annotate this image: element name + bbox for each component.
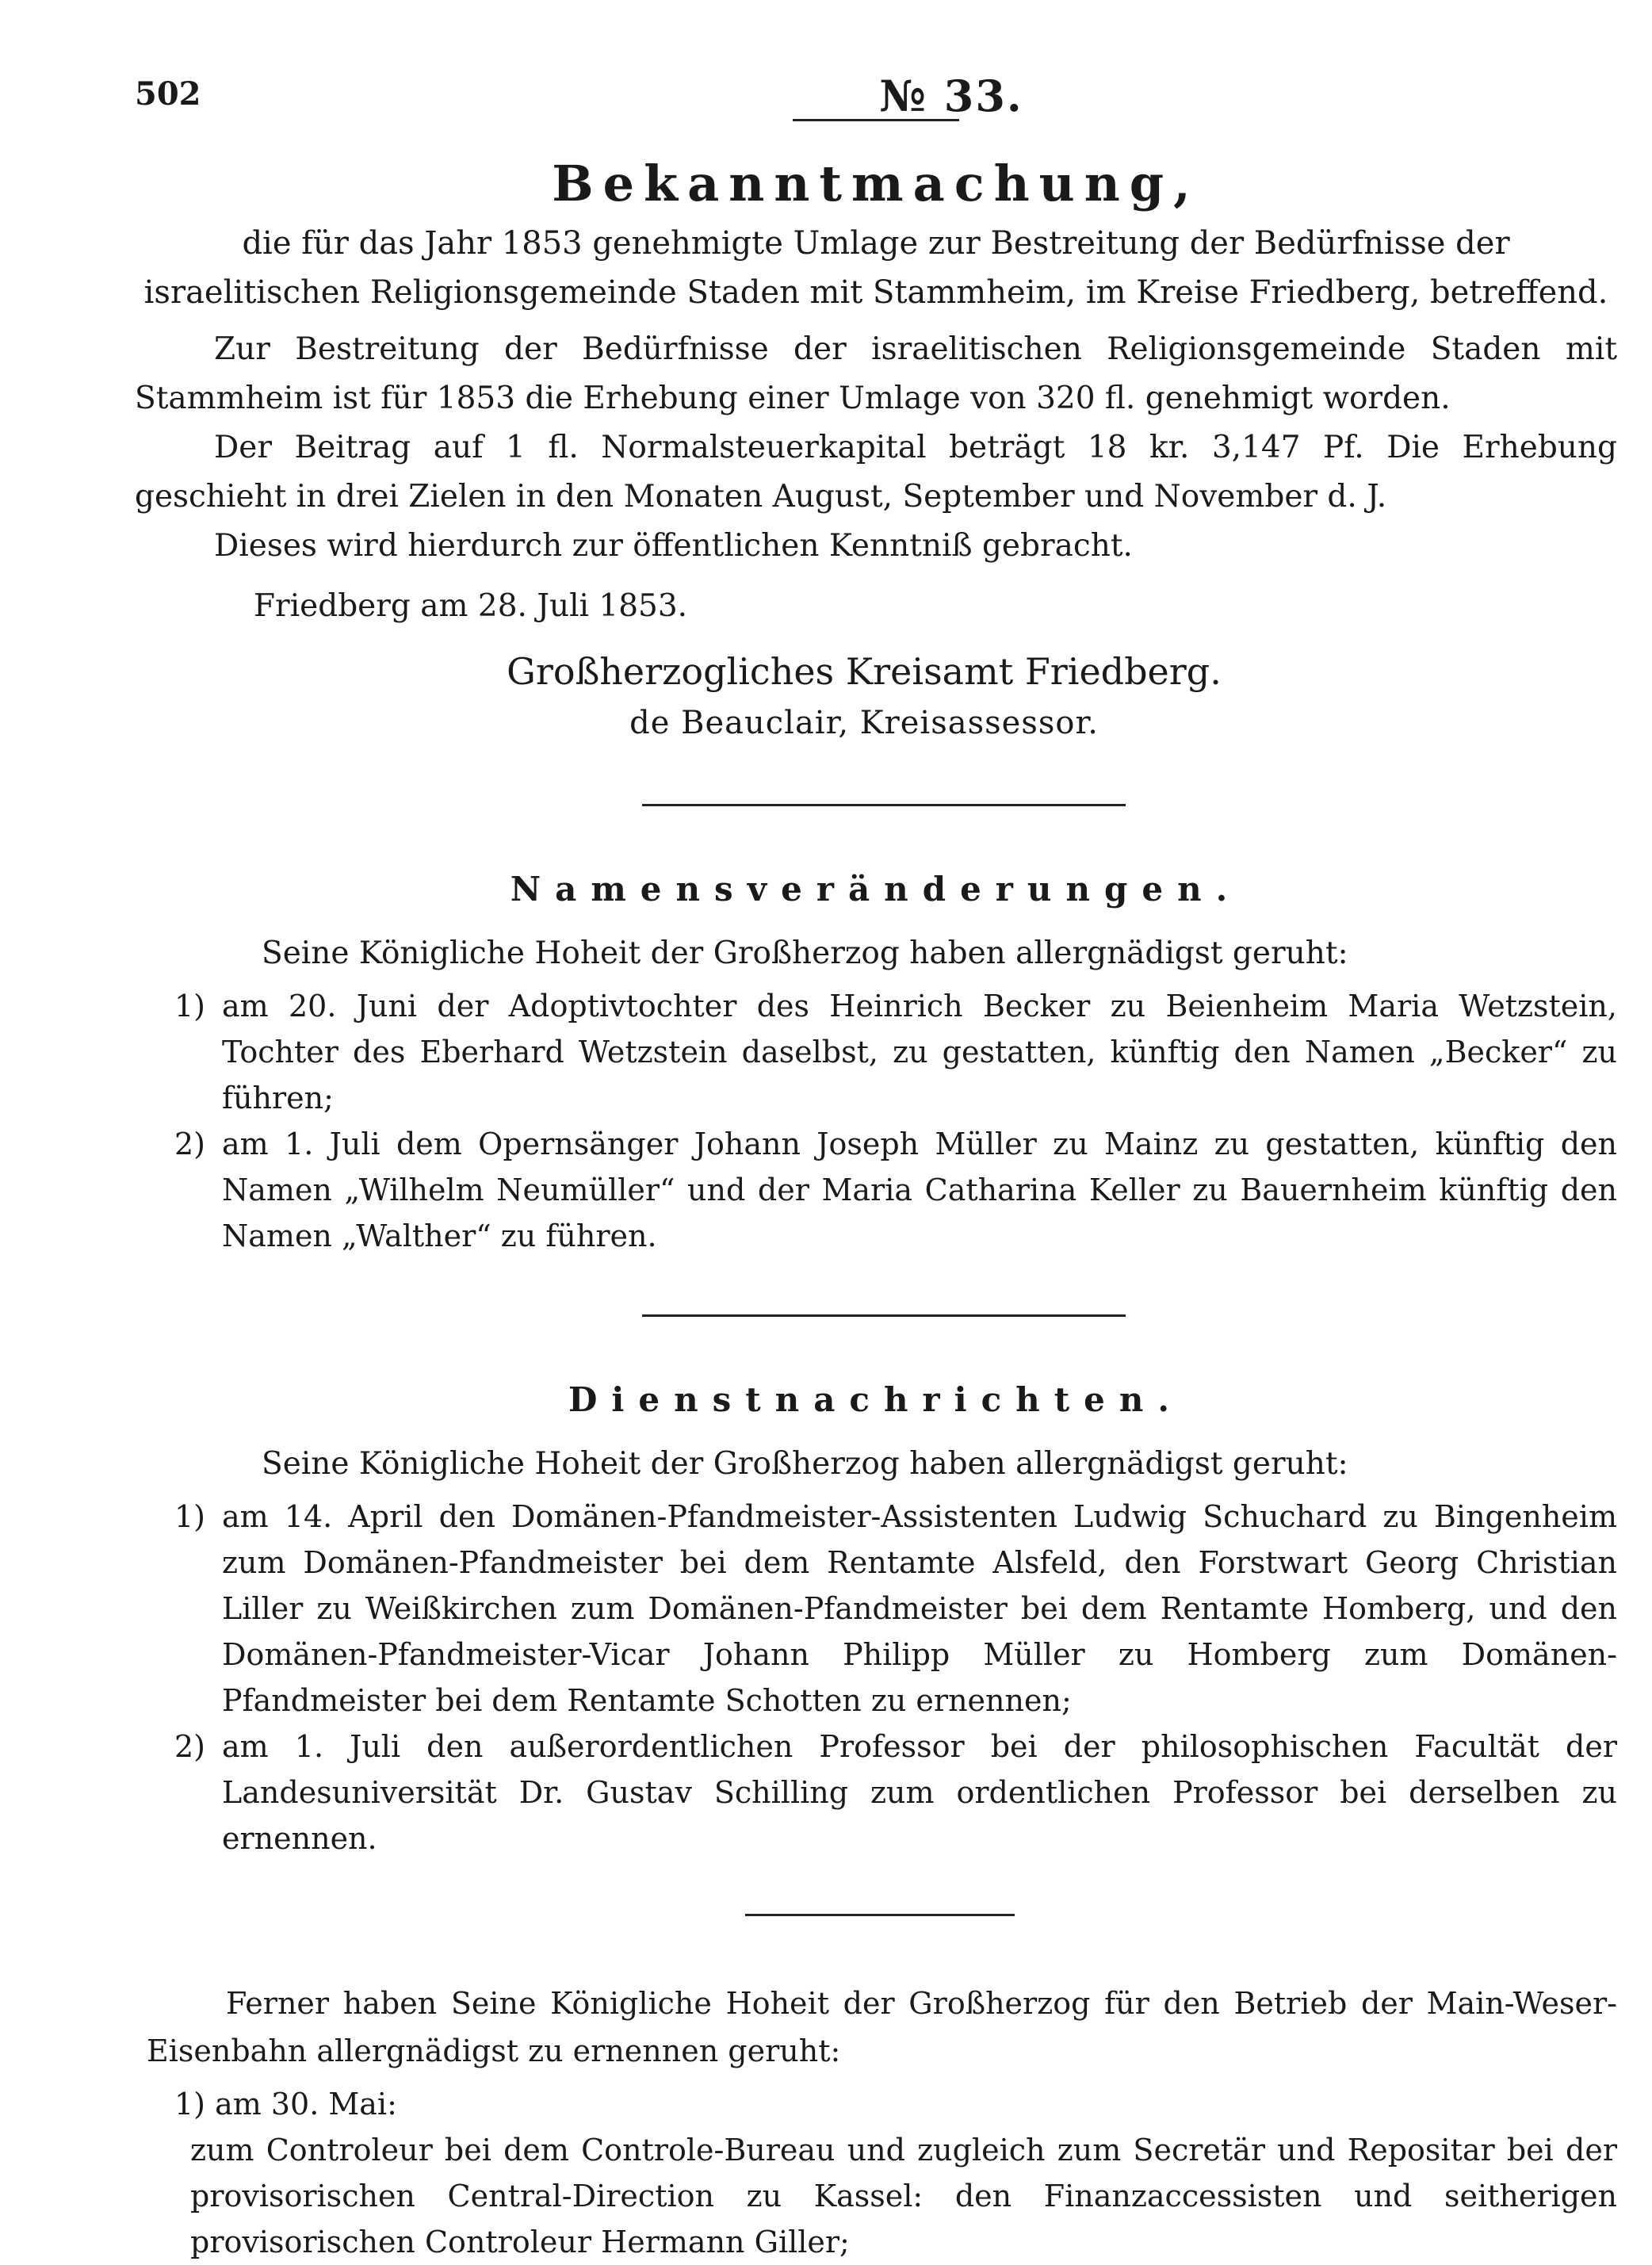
section-divider [745,1914,1015,1916]
notice-title: Bekanntmachung, [552,155,1200,212]
page-header [135,71,1573,131]
section-intro: Seine Königliche Hoheit der Großherzog haben allergnädigst geruht: [262,935,1348,971]
notice-paragraph: Der Beitrag auf 1 fl. Normalsteuerkapital beträgt 18 kr. 3,147 Pf. Die Erhebung geschieht in drei Zielen in den Monaten August, September und November d. J. [135,430,1617,515]
list-item [135,983,1617,1121]
notice-paragraph: Zur Bestreitung der Bedürfnisse der israelitischen Religionsgemeinde Staden mit Stammheim ist für 1853 die Erhebung einer Umlage von 320 fl. genehmigt worden. [135,331,1617,416]
issuing-authority: Großherzogliches Kreisamt Friedberg. [507,650,1222,693]
list-item-number: 1) [174,1499,206,1534]
railway-item-text: zum Controleur bei dem Controle-Bureau und zugleich zum Secretär und Repositar bei der provisorischen Central-Direction zu Kassel: den Finanzaccessisten und seitherigen provisorischen Controleur Hermann Giller; [190,2133,1617,2259]
list-item-text: am 1. Juli den außerordentlichen Professor bei der philosophischen Facultät der Landesuniversität Dr. Gustav Schilling zum ordentlichen Professor bei derselben zu ernennen. [222,1729,1617,1856]
section-divider [642,804,1126,806]
list-item-text: am 14. April den Domänen-Pfandmeister-Assistenten Ludwig Schuchard zu Bingenheim zum Domänen-Pfandmeister bei dem Rentamte Alsfeld, den Forstwart Georg Christian Liller zu Weißkirchen zum Domänen-Pfandmeister bei dem Rentamte Homberg, und den Domänen-Pfandmeister-Vicar Johann Philipp Müller zu Homberg zum Domänen-Pfandmeister bei dem Rentamte Schotten zu ernennen; [222,1499,1617,1718]
name-changes-section [135,870,1617,1259]
page-content [135,155,1617,2265]
list-item-text: am 1. Juli dem Opernsänger Johann Joseph Müller zu Mainz zu gestatten, künftig den Namen „Wilhelm Neumüller“ und der Maria Catharina Keller zu Bauernheim künftig den Namen „Walther“ zu führen. [222,1127,1617,1253]
railway-appointments-section [135,1980,1617,2265]
page-number: 502 [135,75,201,113]
list-item-number: 2) [174,1127,206,1161]
signer: de Beauclair, Kreisassessor. [629,705,1099,741]
notice-section [135,155,1617,747]
section-intro: Seine Königliche Hoheit der Großherzog haben allergnädigst geruht: [262,1446,1348,1482]
list-item [135,1724,1617,1861]
issue-number-underline [793,119,959,121]
section-heading: Namensveränderungen. [510,870,1242,909]
issue-number: № 33. [879,71,1023,121]
section-heading: Dienstnachrichten. [568,1380,1184,1419]
notice-paragraph: Dieses wird hierdurch zur öffentlichen Kenntniß gebracht. [214,528,1133,564]
list-item-number: 2) [174,1729,206,1764]
list-item [135,1494,1617,1724]
list-item-number: 1) [174,989,206,1023]
railway-paragraph: Ferner haben Seine Königliche Hoheit der Großherzog für den Betrieb der Main-Weser-Eisenbahn allergnädigst zu ernennen geruht: [147,1986,1617,2068]
place-date: Friedberg am 28. Juli 1853. [254,588,688,624]
section-divider [642,1314,1126,1317]
service-news-section [135,1380,1617,1861]
railway-item-label: 1) am 30. Mai: [174,2087,397,2122]
notice-subtitle: die für das Jahr 1853 genehmigte Umlage zur Bestreitung der Bedürfnisse der israelitischen Religionsgemeinde Staden mit Stammheim, im Kreise Friedberg, betreffend. [143,225,1608,311]
list-item [135,1121,1617,1259]
list-item-text: am 20. Juni der Adoptivtochter des Heinrich Becker zu Beienheim Maria Wetzstein, Tochter des Eberhard Wetzstein daselbst, zu gestatten, künftig den Namen „Becker“ zu führen; [222,989,1617,1115]
